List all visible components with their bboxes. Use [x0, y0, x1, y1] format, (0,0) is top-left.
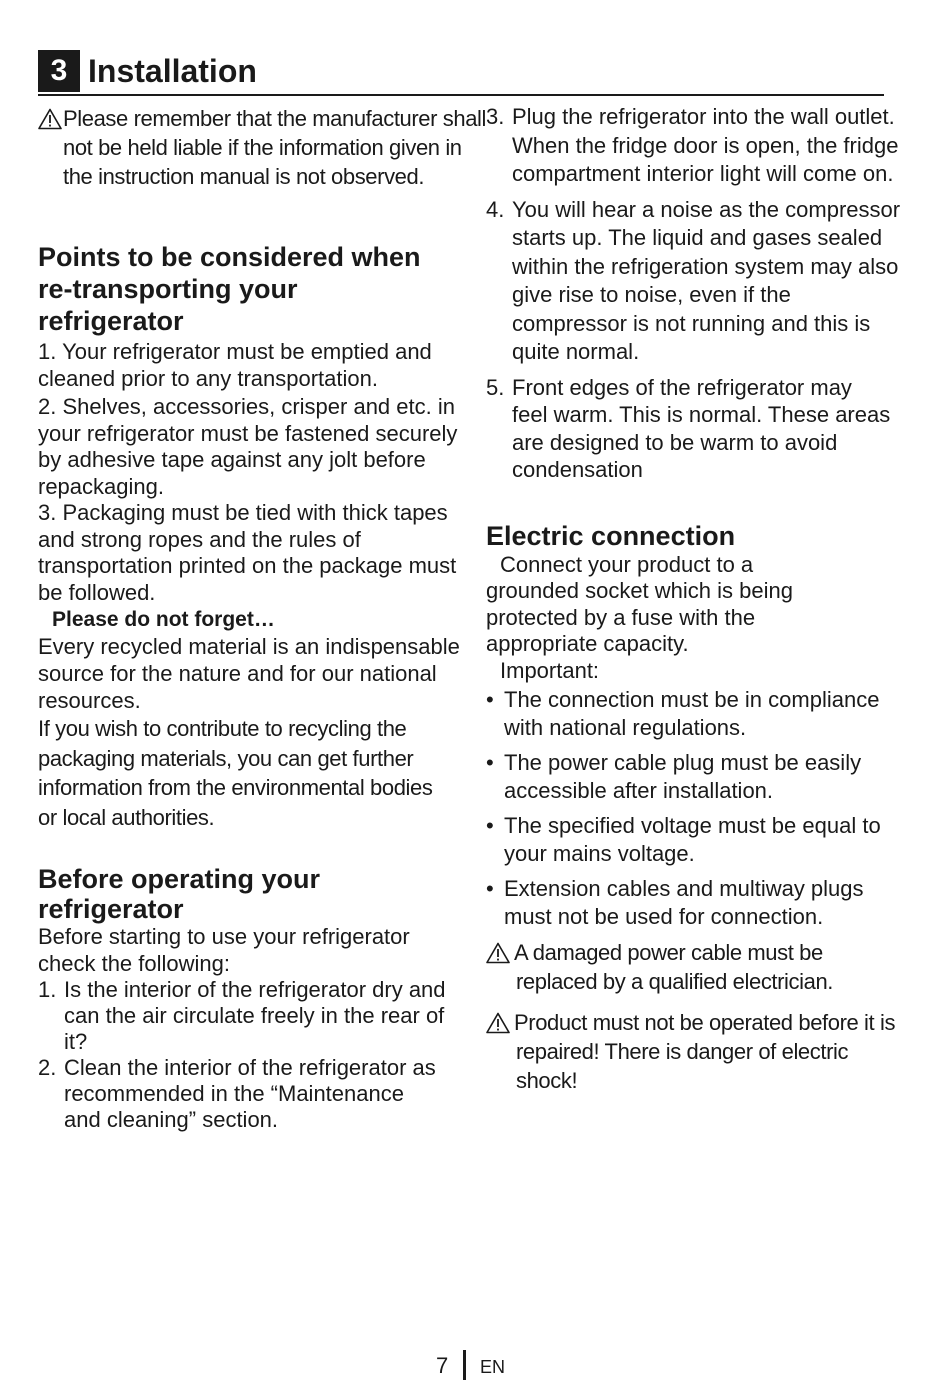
bullet-dot: •: [486, 876, 494, 901]
before-item-2-text: Clean the interior of the refrigerator as recommended in the “Maintenance and cleaning” section.: [64, 1055, 436, 1132]
bullet-3: [486, 812, 884, 867]
electric-heading: Electric connection: [486, 520, 736, 551]
before-item-2: [38, 1055, 444, 1133]
language-code: EN: [480, 1357, 506, 1377]
bullet-3-text: The specified voltage must be equal to your mains voltage.: [504, 813, 881, 866]
before-heading: Before operating your refrigerator: [38, 864, 321, 924]
page-footer: [0, 1350, 950, 1382]
transport-heading: Points to be considered when re-transporting your refrigerator: [38, 242, 421, 336]
step-4-number: 4.: [486, 196, 505, 222]
step-3: [486, 103, 901, 189]
before-item-1-number: 1.: [38, 977, 57, 1002]
chapter-number: 3: [38, 50, 80, 92]
footer-divider: [463, 1350, 466, 1380]
page-header: [38, 48, 884, 96]
step-5-text: Front edges of the refrigerator may feel warm. This is normal. These areas are designed to be warm to avoid condensation: [512, 374, 891, 482]
page-number: 7: [436, 1353, 449, 1378]
before-item-1: [38, 977, 463, 1055]
before-item-1-text: Is the interior of the refrigerator dry and can the air circulate freely in the rear of it?: [64, 977, 446, 1054]
warning-triangle-icon: [486, 942, 510, 964]
chapter-title: Installation: [88, 53, 257, 89]
bullet-1-text: The connection must be in compliance with national regulations.: [504, 687, 880, 740]
shock-warning-text: Product must not be operated before it is repaired! There is danger of electric shock!: [514, 1010, 896, 1093]
step-5: [486, 374, 892, 484]
transport-item-1: 1. Your refrigerator must be emptied and cleaned prior to any transportation.: [38, 339, 432, 391]
bullet-2: [486, 749, 901, 804]
bullet-4: [486, 875, 901, 930]
right-column: [486, 103, 901, 1095]
transport-item-3: 3. Packaging must be tied with thick tapes and strong ropes and the rules of transportation printed on the package must be followed.: [38, 500, 457, 605]
warning-triangle-icon: [486, 1012, 510, 1034]
step-3-number: 3.: [486, 104, 505, 129]
warning-triangle-icon: [38, 108, 62, 130]
bullet-4-text: Extension cables and multiway plugs must not be used for connection.: [504, 876, 864, 929]
bullet-dot: •: [486, 750, 494, 775]
shock-warning: [486, 1008, 901, 1095]
cable-warning: [486, 938, 876, 996]
bullet-dot: •: [486, 813, 494, 838]
bullet-1: [486, 686, 901, 741]
forget-text-1: Every recycled material is an indispensable source for the nature and for our national resources.: [38, 634, 460, 713]
bullet-dot: •: [486, 687, 494, 712]
important-label: Important:: [500, 657, 600, 683]
step-5-number: 5.: [486, 374, 505, 400]
intro-warning-text: Please remember that the manufacturer shall not be held liable if the information given in the instruction manual is not observed.: [63, 106, 487, 189]
step-4: [486, 196, 901, 367]
bullet-2-text: The power cable plug must be easily accessible after installation.: [504, 750, 862, 803]
forget-heading: Please do not forget…: [52, 608, 275, 631]
electric-intro: Connect your product to a grounded socket which is being protected by a fuse with the appropriate capacity.: [486, 551, 793, 656]
forget-text-2: If you wish to contribute to recycling the packaging materials, you can get further information from the environmental bodies or local authorities.: [38, 716, 433, 830]
step-3-text: Plug the refrigerator into the wall outlet. When the fridge door is open, the fridge compartment interior light will come on.: [512, 104, 899, 186]
step-4-text: You will hear a noise as the compressor starts up. The liquid and gases sealed within the refrigeration system may also give rise to noise, even if the compressor is not running and this is quite normal.: [512, 196, 901, 364]
left-column: [38, 104, 487, 1140]
before-item-2-number: 2.: [38, 1055, 57, 1080]
intro-warning: [38, 104, 488, 191]
cable-warning-text: A damaged power cable must be replaced by a qualified electrician.: [514, 940, 834, 994]
transport-item-2: 2. Shelves, accessories, crisper and etc. in your refrigerator must be fastened securely by adhesive tape against any jolt before repackaging.: [38, 394, 458, 499]
before-intro: Before starting to use your refrigerator check the following:: [38, 924, 410, 976]
